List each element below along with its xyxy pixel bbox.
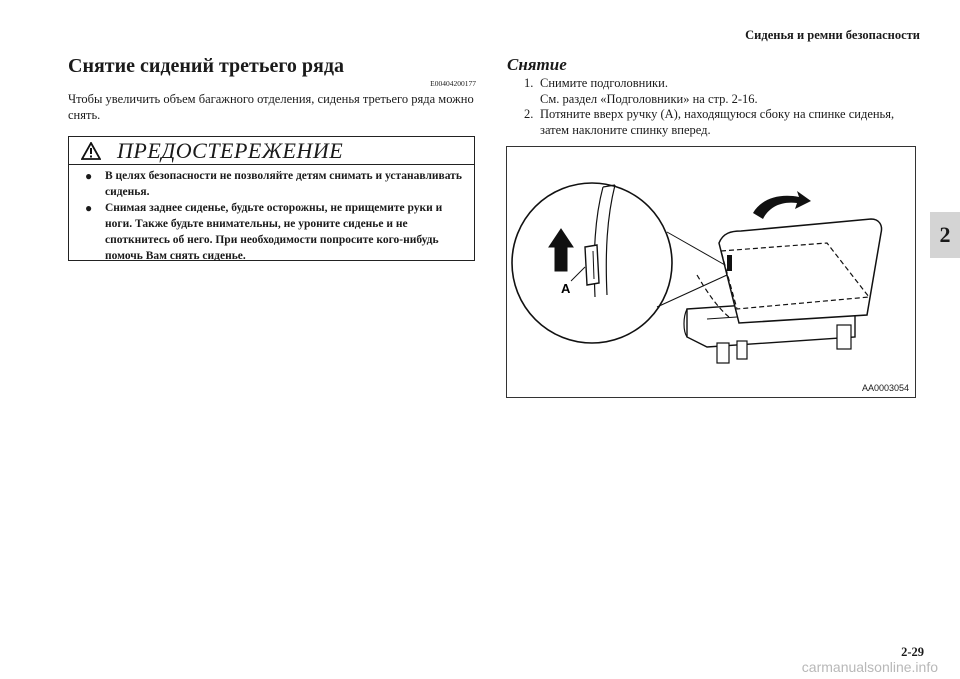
step-reference: См. раздел «Подголовники» на стр. 2-16.: [540, 91, 758, 106]
seat-removal-figure: [506, 146, 916, 398]
bullet-icon: ●: [85, 201, 93, 215]
chapter-tab-number: 2: [939, 222, 951, 247]
removal-steps: [524, 76, 914, 138]
connector-line: [667, 232, 725, 265]
removal-heading: Снятие: [507, 55, 567, 74]
seat-leg: [837, 325, 851, 349]
step-item: [524, 76, 914, 107]
seat-illustration: [507, 147, 917, 399]
figure-code: AA0003054: [861, 383, 909, 393]
bullet-icon: ●: [85, 169, 93, 183]
warning-item-text: Снимая заднее сиденье, будьте осторожны, не прищемите руки и ноги. Также будьте внимательны, не уроните сиденье и не споткнитесь об него. При необходимости попросите кого-нибудь помочь Вам снять сиденье.: [105, 202, 443, 262]
warning-triangle-icon: [81, 142, 101, 160]
callout-a-label: A: [561, 281, 571, 296]
warning-list: [85, 168, 464, 264]
warning-box: [68, 136, 475, 261]
step-number: 2.: [524, 107, 534, 121]
warning-item-text: В целях безопасности не позволяйте детям снимать и устанавливать сиденья.: [105, 170, 462, 198]
chapter-header: Сиденья и ремни безопасности: [745, 28, 920, 42]
warning-header: [69, 137, 474, 165]
warning-title: ПРЕДОСТЕРЕЖЕНИЕ: [117, 138, 344, 163]
step-text: Потяните вверх ручку (A), находящуюся сбоку на спинке сиденья, затем наклоните спинку вперед.: [540, 107, 895, 137]
watermark: carmanualsonline.info: [801, 659, 938, 675]
fold-arrow-icon: [753, 191, 811, 219]
section-title: Снятие сидений третьего ряда: [68, 55, 344, 77]
handle-a: [585, 245, 599, 285]
seatback: [719, 219, 882, 323]
intro-paragraph: Чтобы увеличить объем багажного отделения, сиденья третьего ряда можно снять.: [68, 92, 474, 122]
chapter-tab: [930, 212, 960, 258]
step-number: 1.: [524, 76, 534, 90]
seat-handle: [727, 255, 732, 271]
page-number: 2-29: [901, 645, 924, 659]
step-item: [524, 107, 914, 138]
section-code: E00404200177: [430, 79, 476, 88]
step-text: Снимите подголовники.: [540, 76, 668, 90]
warning-item: [85, 200, 464, 264]
seat-leg: [717, 343, 729, 363]
warning-item: [85, 168, 464, 200]
